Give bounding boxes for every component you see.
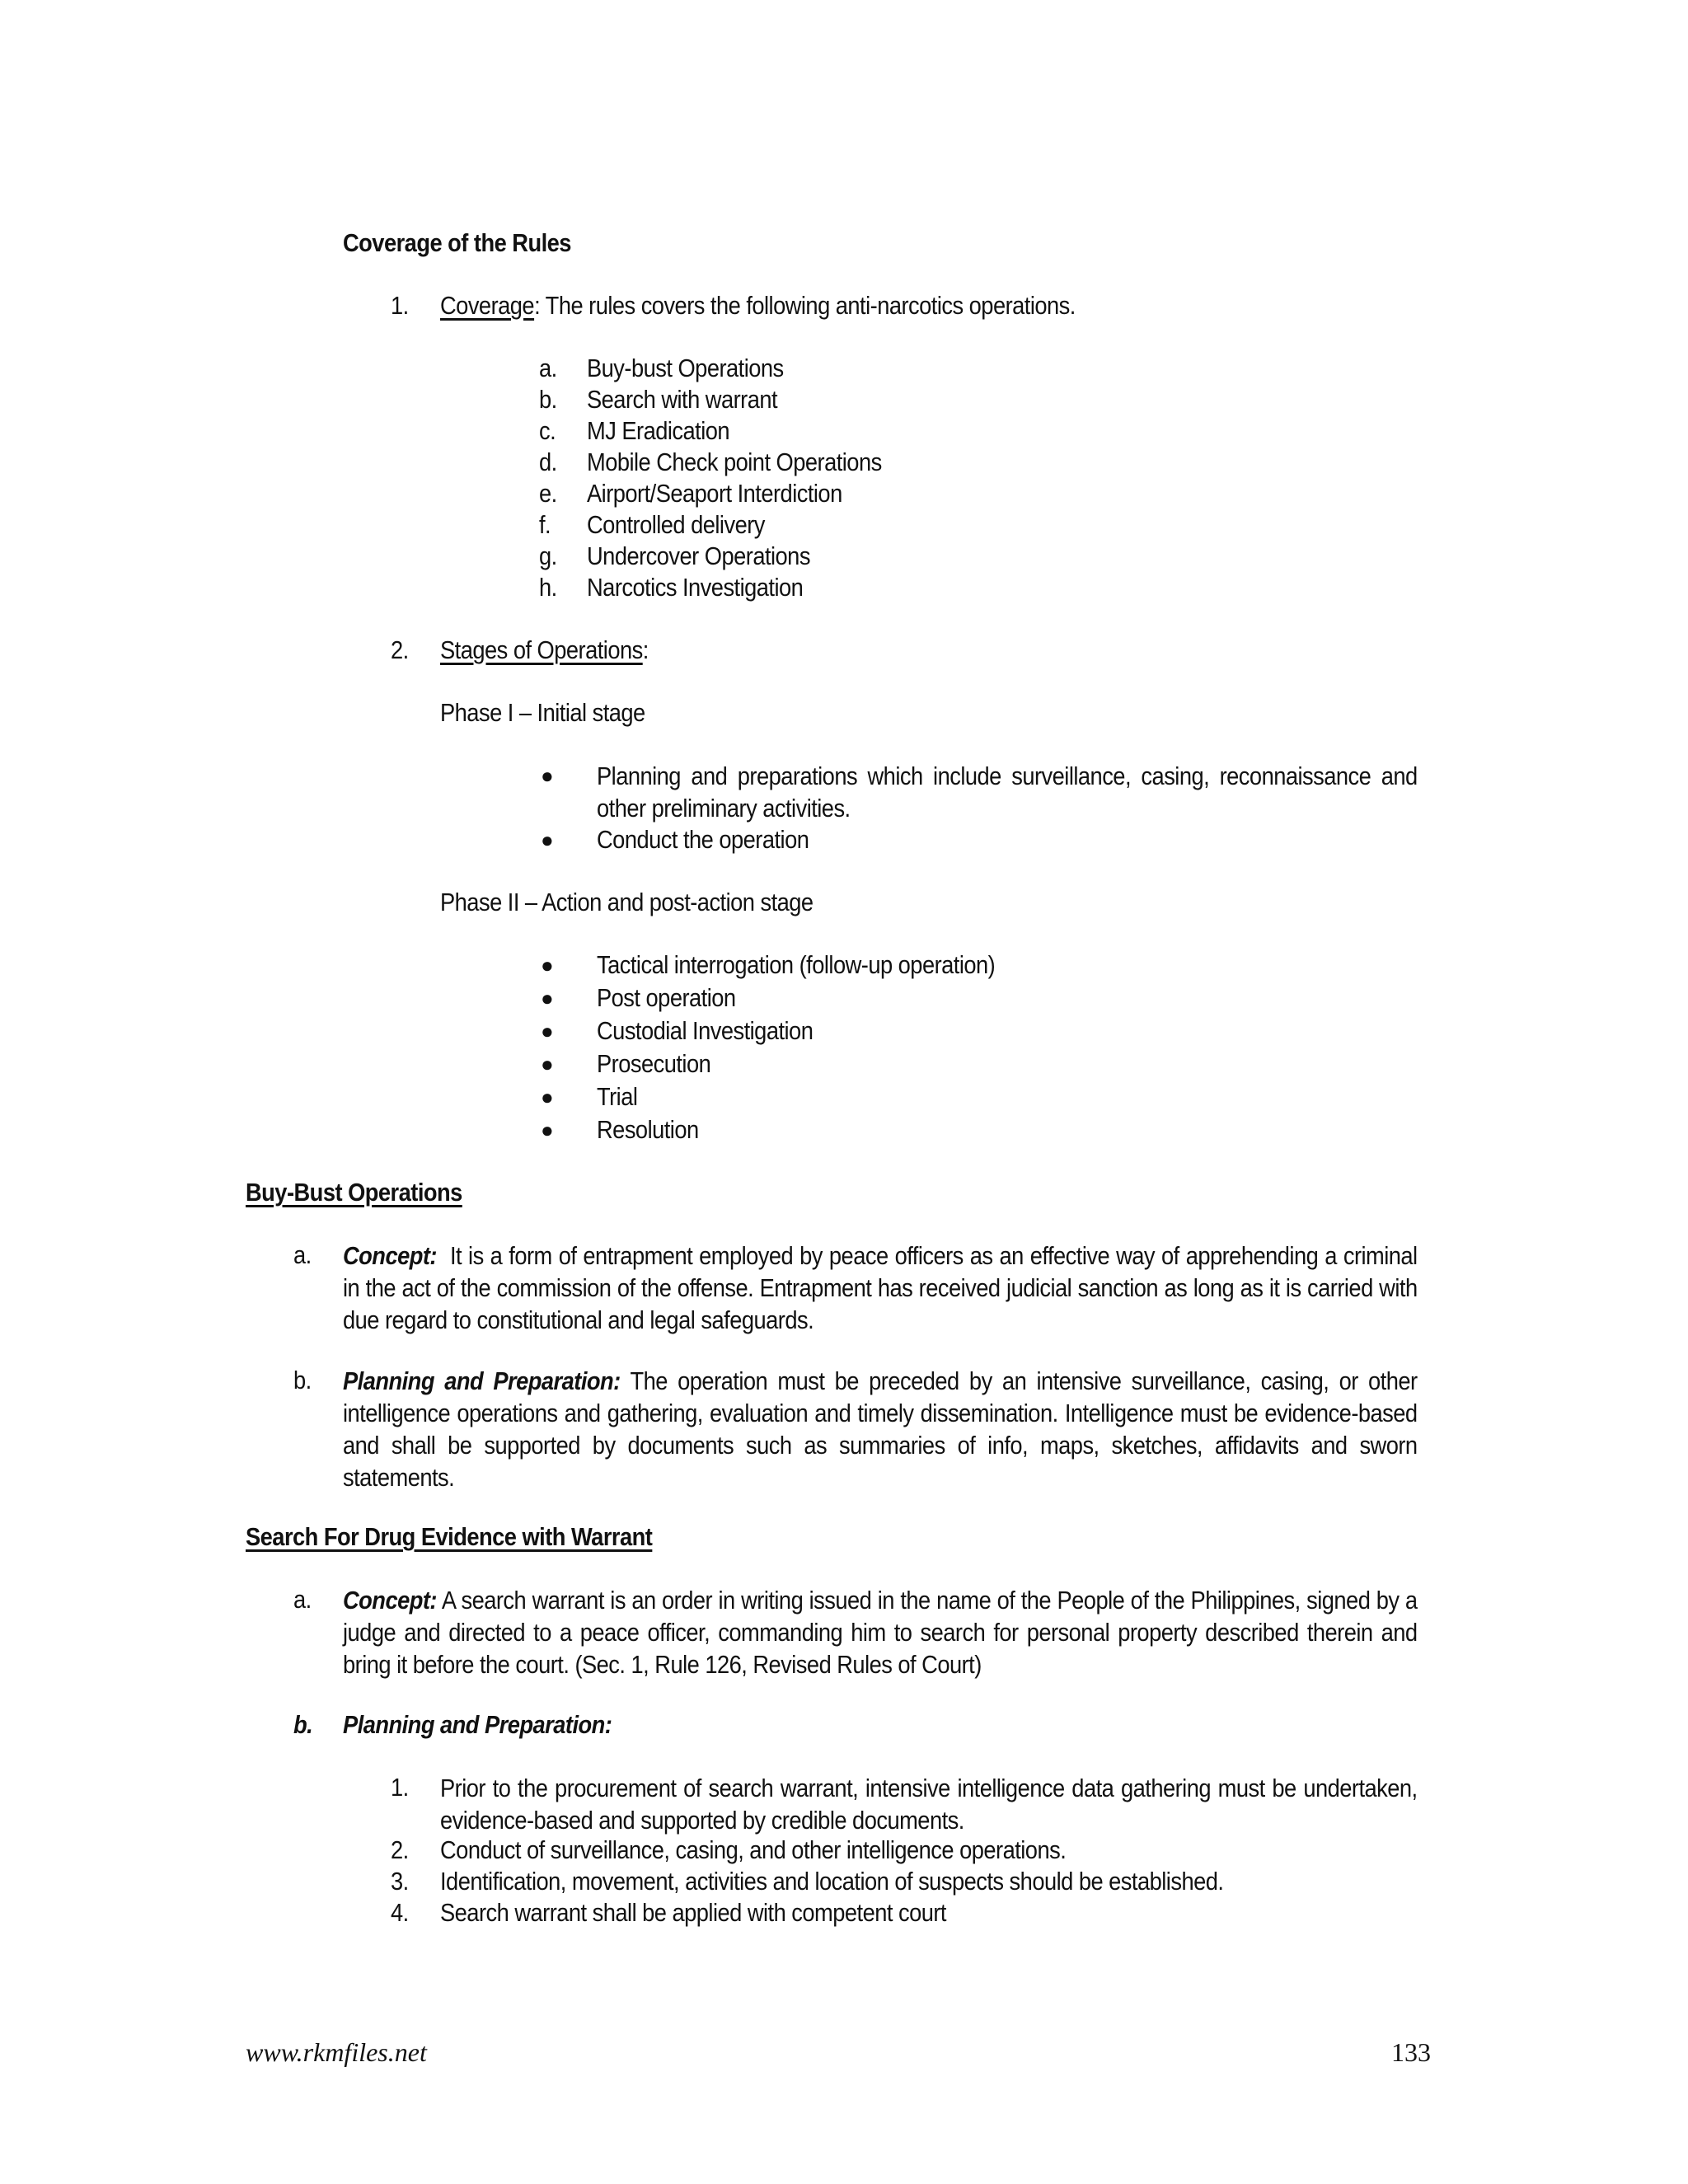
stages-line: Stages of Operations: <box>440 635 649 664</box>
list-item: Search with warrant <box>587 385 778 414</box>
search-planning-item: Identification, movement, activities and location of suspects should be established. <box>440 1867 1224 1896</box>
section-heading-search: Search For Drug Evidence with Warrant <box>246 1522 653 1551</box>
bullet-icon: ● <box>541 763 554 788</box>
bullet-item: Trial <box>597 1082 638 1111</box>
search-planning-label: Planning and Preparation: <box>343 1710 612 1739</box>
search-concept: Concept: A search warrant is an order in writing issued in the name of the People of the Philippines, signed by a judge and directed to a peace officer, commanding him to search for personal property described therein and bring it before the court. (Sec. 1, Rule 126, Revised Rules of Court) <box>343 1586 1418 1679</box>
item-number: 1. <box>391 291 409 320</box>
list-letter: f. <box>539 510 551 539</box>
bullet-item: Conduct the operation <box>597 825 809 854</box>
item-letter: b. <box>293 1710 313 1739</box>
coverage-text: : The rules covers the following anti-narcotics operations. <box>534 291 1076 320</box>
item-number: 2. <box>391 635 409 664</box>
list-item: Narcotics Investigation <box>587 573 804 602</box>
footer-website: www.rkmfiles.net <box>246 2037 427 2067</box>
bullet-icon: ● <box>541 986 554 1010</box>
list-item: Undercover Operations <box>587 541 810 570</box>
list-letter: d. <box>539 448 557 476</box>
section-heading-buybust: Buy-Bust Operations <box>246 1178 462 1207</box>
item-number: 3. <box>391 1867 409 1896</box>
coverage-line <box>440 290 1076 321</box>
list-item: Mobile Check point Operations <box>587 448 882 476</box>
buybust-concept: Concept: It is a form of entrapment employed by peace officers as an effective way of apprehending a criminal in the act of the commission of the offense. Entrapment has received judicial sanction as long as it is carried with due regard to constitutional and legal safeguards. <box>343 1241 1418 1334</box>
bullet-icon: ● <box>541 1052 554 1076</box>
bullet-icon: ● <box>541 1118 554 1142</box>
bullet-icon: ● <box>541 1085 554 1109</box>
list-letter: h. <box>539 573 557 602</box>
search-planning-item: Conduct of surveillance, casing, and other intelligence operations. <box>440 1835 1067 1864</box>
bullet-item: Resolution <box>597 1115 699 1144</box>
item-letter: a. <box>293 1585 312 1614</box>
item-number: 4. <box>391 1898 409 1927</box>
item-number: 1. <box>391 1773 409 1802</box>
list-letter: b. <box>539 385 557 414</box>
list-letter: c. <box>539 416 556 445</box>
item-number: 2. <box>391 1835 409 1864</box>
item-letter: a. <box>293 1240 312 1269</box>
bullet-icon: ● <box>541 827 554 852</box>
list-item: Controlled delivery <box>587 510 765 539</box>
bullet-item: Custodial Investigation <box>597 1016 814 1045</box>
stages-term: Stages of Operations <box>440 635 643 664</box>
bullet-item: Post operation <box>597 983 736 1012</box>
list-item: Buy-bust Operations <box>587 354 784 382</box>
list-item: Airport/Seaport Interdiction <box>587 479 842 508</box>
bullet-icon: ● <box>541 1019 554 1043</box>
list-letter: e. <box>539 479 557 508</box>
search-planning-item: Prior to the procurement of search warrant, intensive intelligence data gathering must be undertaken, evidence-based and supported by credible documents. <box>440 1774 1418 1835</box>
bullet-paragraph: Planning and preparations which include surveillance, casing, reconnaissance and other preliminary activities. <box>597 762 1418 823</box>
phase-title: Phase II – Action and post-action stage <box>440 888 814 916</box>
bullet-item: Tactical interrogation (follow-up operation) <box>597 950 996 979</box>
bullet-item: Prosecution <box>597 1049 711 1078</box>
coverage-term: Coverage <box>440 291 535 320</box>
search-planning-item: Search warrant shall be applied with competent court <box>440 1898 946 1927</box>
list-letter: a. <box>539 354 557 382</box>
page-number: 133 <box>1391 2037 1431 2067</box>
list-item: MJ Eradication <box>587 416 730 445</box>
section-heading-coverage: Coverage of the Rules <box>343 228 571 257</box>
phase-title: Phase I – Initial stage <box>440 698 645 727</box>
list-letter: g. <box>539 541 557 570</box>
item-letter: b. <box>293 1366 312 1394</box>
bullet-icon: ● <box>541 953 554 977</box>
buybust-planning: Planning and Preparation: The operation must be preceded by an intensive surveillance, casing, or other intelligence operations and gathering, evaluation and timely dissemination. Intelligence must be evidence-based and shall be supported by documents such as summaries of info, maps, sketches, affidavits and sworn statements. <box>343 1366 1418 1492</box>
